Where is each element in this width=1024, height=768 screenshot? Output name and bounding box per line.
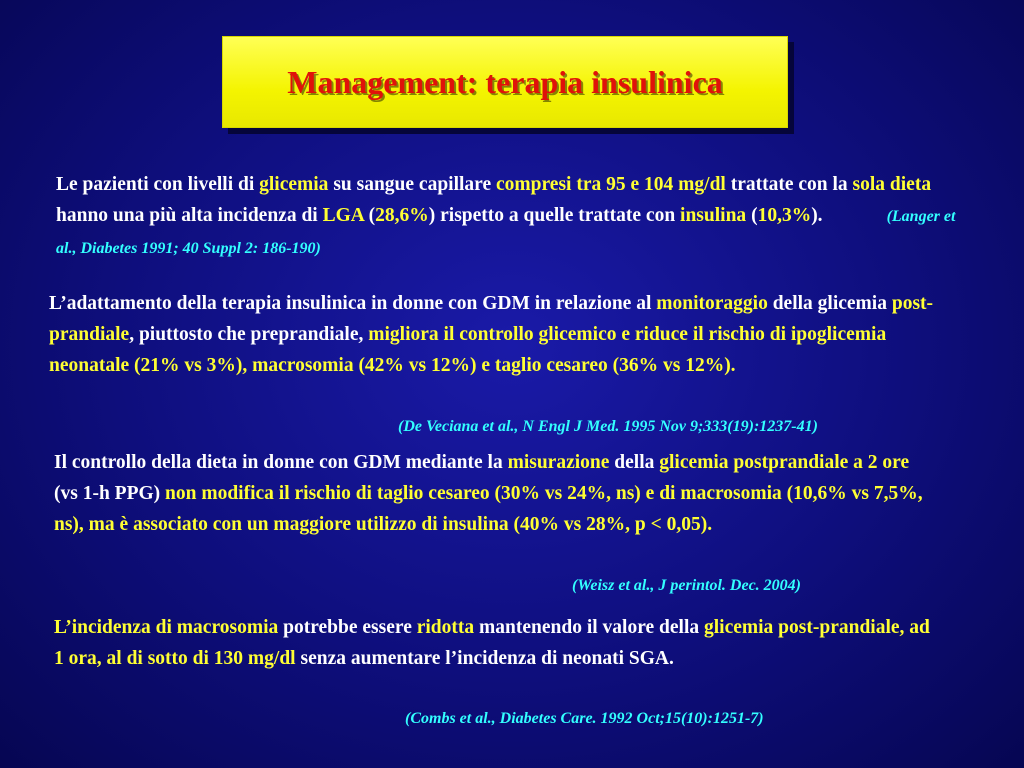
highlight-segment: monitoraggio: [656, 293, 768, 314]
text-segment: trattate con la: [725, 174, 853, 195]
text-segment: mantenendo il valore della: [474, 617, 704, 638]
highlight-segment: LGA: [322, 205, 364, 226]
slide-title: Management: terapia insulinica: [287, 63, 723, 100]
highlight-segment: 28,6%: [375, 205, 429, 226]
text-segment: (: [363, 205, 376, 226]
text-segment: ) rispetto a quelle trattate con: [428, 205, 681, 226]
highlight-segment: migliora il controllo glicemico e riduce il rischio di ipoglicemia neonatale (21% vs 3%), macrosomia (42% vs 12%) e taglio cesareo (36% vs 12%).: [49, 324, 887, 376]
highlight-segment: glicemia: [259, 174, 329, 195]
title-banner: [222, 36, 788, 128]
paragraph-weisz: [54, 447, 934, 540]
highlight-segment: insulina: [680, 205, 747, 226]
text-segment: L’adattamento della terapia insulinica in donne con GDM in relazione al: [49, 293, 657, 314]
highlight-segment: 10,3%: [757, 205, 812, 226]
citation-de-veciana: (De Veciana et al., N Engl J Med. 1995 Nov 9;333(19):1237-41): [398, 418, 818, 435]
text-segment: della: [609, 452, 660, 473]
paragraph-langer: [56, 169, 956, 264]
citation-combs: (Combs et al., Diabetes Care. 1992 Oct;15(10):1251-7): [405, 710, 764, 727]
text-segment: ).: [811, 205, 823, 226]
highlight-segment: glicemia post-prandiale, ad 1 ora, al di sotto di 130 mg/dl: [54, 617, 930, 669]
highlight-segment: post-prandiale: [49, 293, 934, 345]
highlight-segment: compresi tra 95 e 104 mg/dl: [496, 174, 726, 195]
citation-langer: (Langer et al., Diabetes 1991; 40 Suppl 2: 186-190): [56, 208, 956, 257]
text-segment: potrebbe essere: [278, 617, 417, 638]
paragraph-de-veciana: [49, 288, 969, 381]
text-segment: Le pazienti con livelli di: [56, 174, 260, 195]
text-segment: hanno una più alta incidenza di: [56, 205, 323, 226]
text-segment: su sangue capillare: [328, 174, 497, 195]
highlight-segment: sola dieta: [852, 174, 932, 195]
paragraph-combs: [54, 612, 934, 674]
highlight-segment: non modifica il rischio di taglio cesareo (30% vs 24%, ns) e di macrosomia (10,6% vs 7,5%, ns), ma è associato con un maggiore utilizzo di insulina (40% vs 28%, p < 0,05).: [54, 483, 923, 535]
highlight-segment: ridotta: [416, 617, 475, 638]
highlight-segment: L’incidenza di macrosomia: [54, 617, 279, 638]
highlight-segment: misurazione: [507, 452, 610, 473]
text-segment: Il controllo della dieta in donne con GDM mediante la: [54, 452, 508, 473]
text-segment: (: [746, 205, 758, 226]
text-segment: , piuttosto che preprandiale,: [129, 324, 369, 345]
highlight-segment: glicemia postprandiale a 2 ore: [659, 452, 910, 473]
citation-weisz: (Weisz et al., J perintol. Dec. 2004): [572, 577, 802, 594]
text-segment: (vs 1-h PPG): [54, 483, 166, 504]
text-segment: senza aumentare l’incidenza di neonati SGA.: [295, 648, 674, 669]
text-segment: della glicemia: [767, 293, 892, 314]
